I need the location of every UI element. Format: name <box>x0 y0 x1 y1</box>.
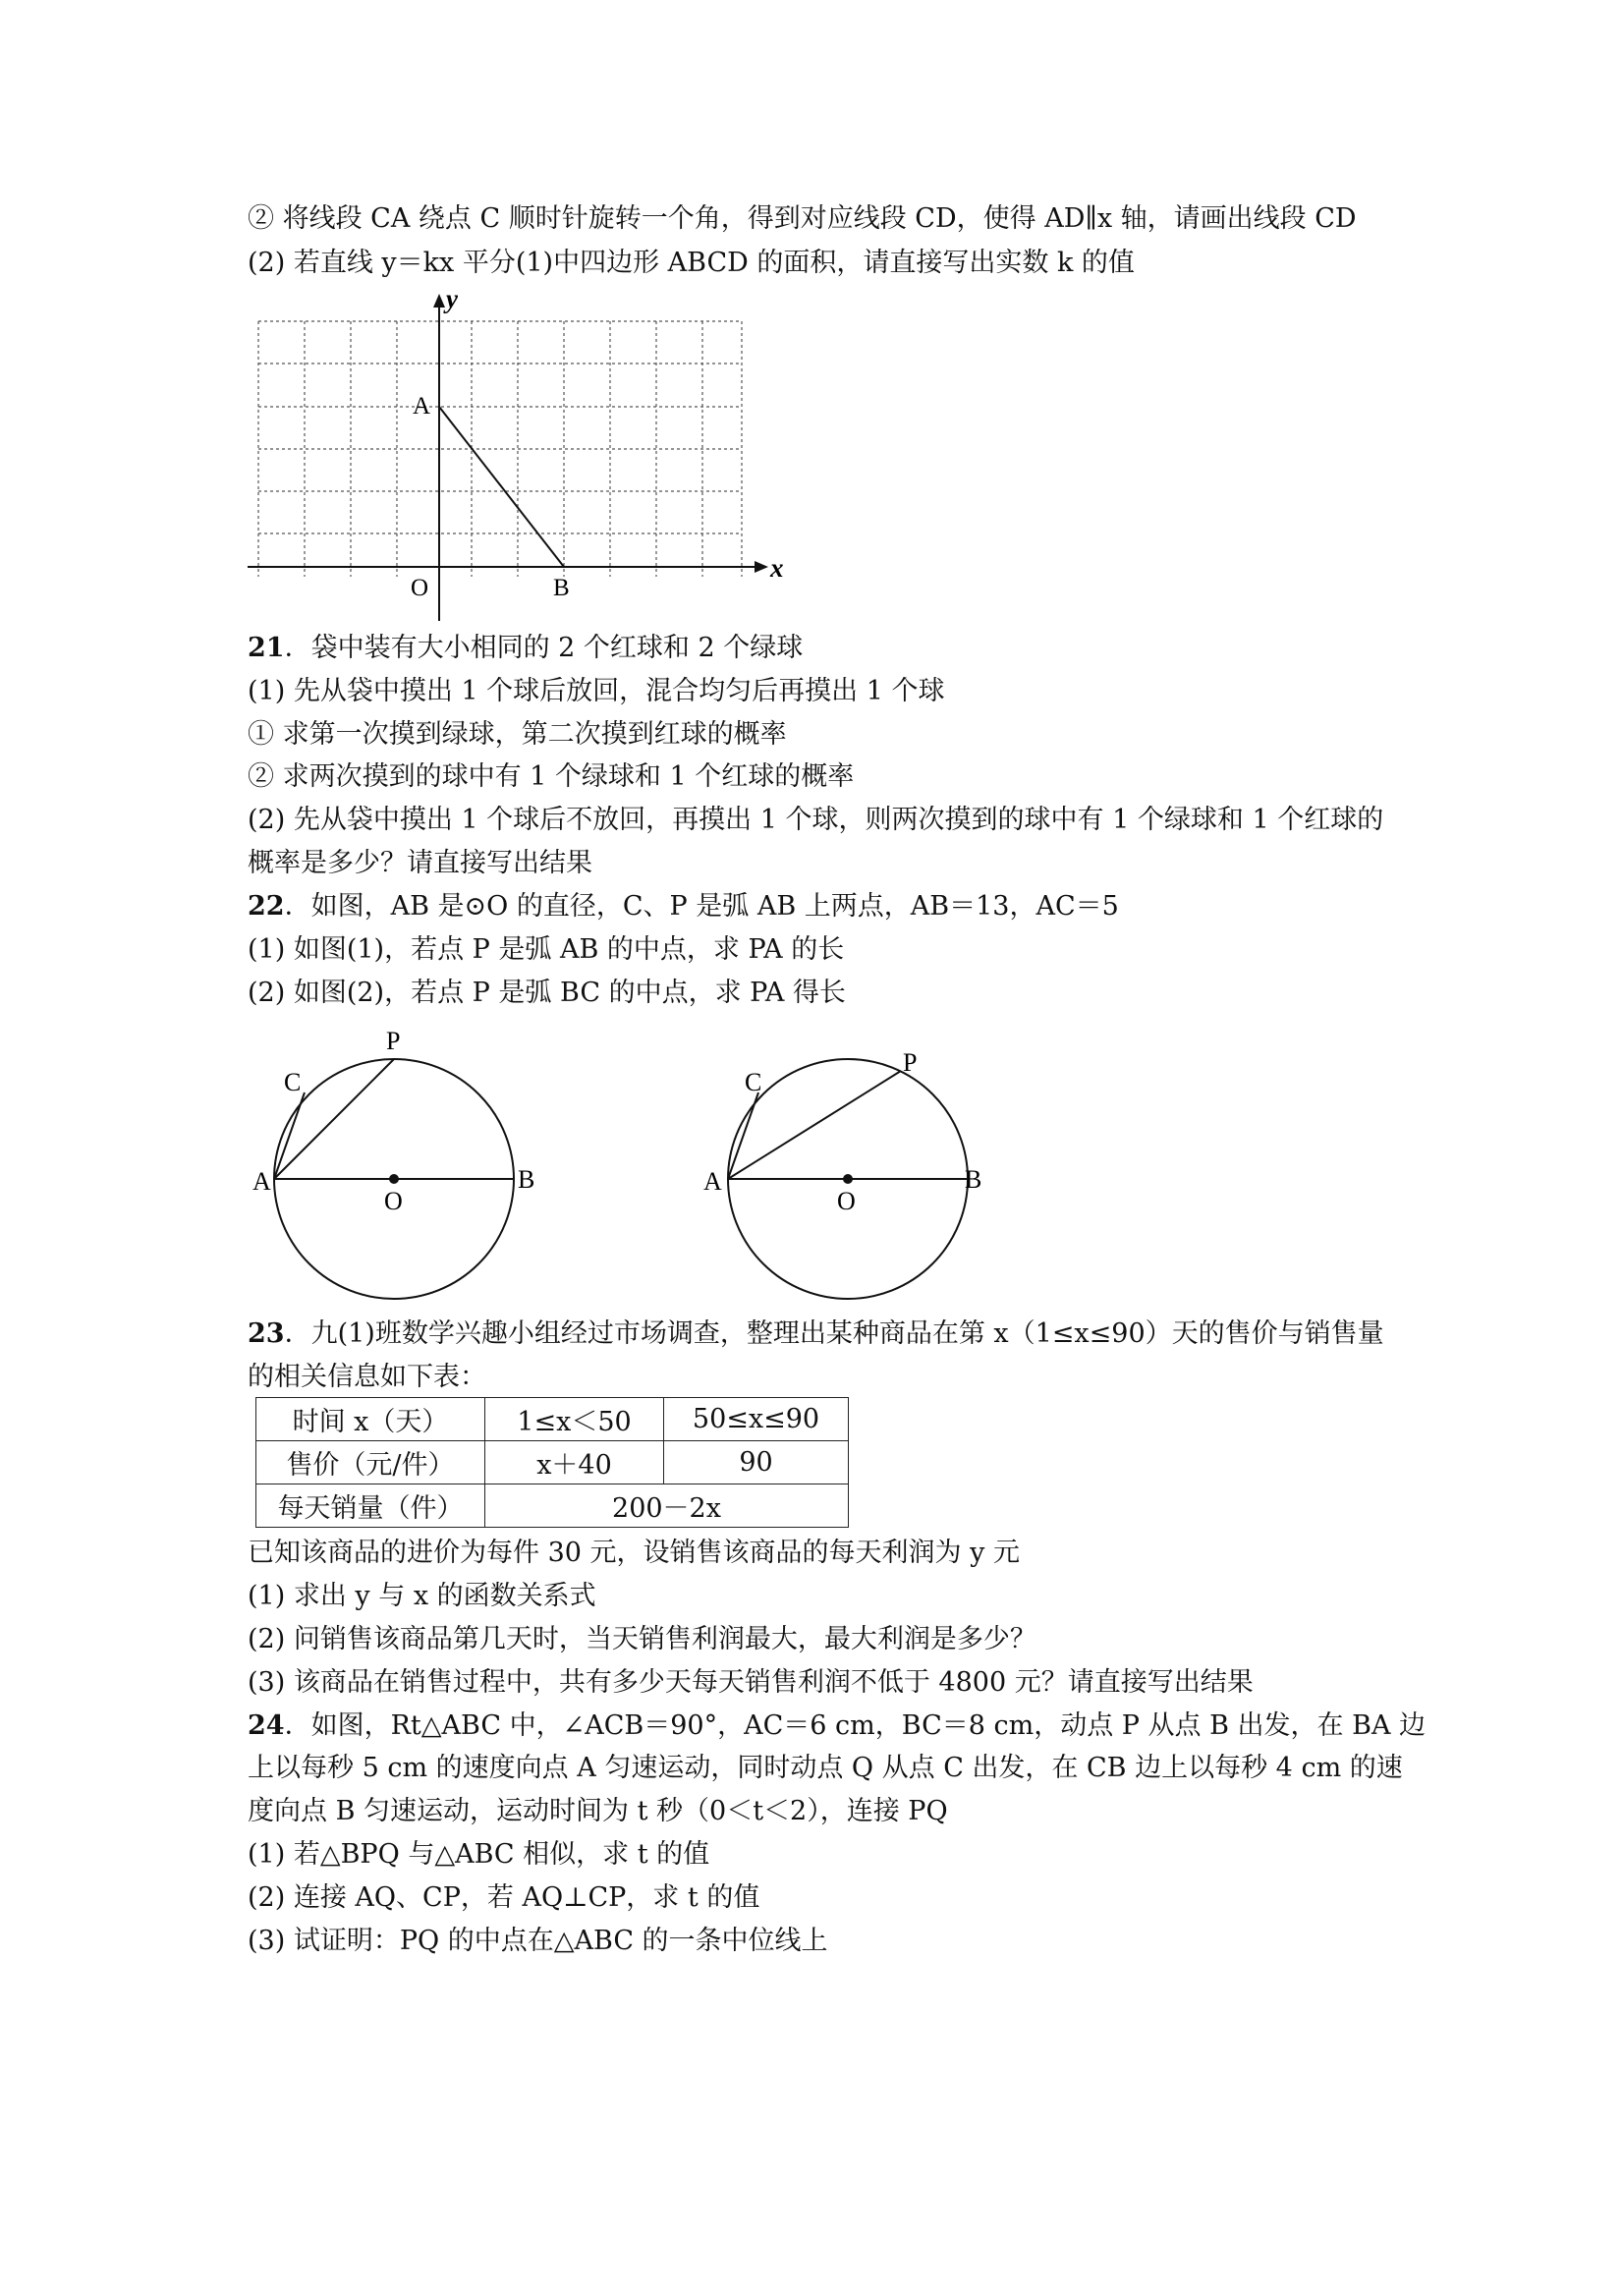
q24-number: 24 <box>248 1710 285 1741</box>
q22-stem: ．如图，AB 是⊙O 的直径，C、P 是弧 AB 上两点，AB＝13，AC＝5 <box>284 891 1119 922</box>
q22-number: 22 <box>248 891 285 922</box>
label-b: B <box>518 1165 535 1194</box>
center-dot <box>389 1174 399 1184</box>
y-axis-arrow <box>433 294 445 308</box>
table-cell: 时间 x（天） <box>256 1398 485 1441</box>
q22-line-1 <box>248 889 1119 924</box>
label-b: B <box>965 1165 982 1194</box>
q21-line-5: (2) 先从袋中摸出 1 个球后不放回，再摸出 1 个球，则两次摸到的球中有 1 个绿球和 1 个红球的 <box>248 805 1384 835</box>
q21-line-3: ① 求第一次摸到绿球，第二次摸到红球的概率 <box>248 719 787 750</box>
q21-line-6: 概率是多少？请直接写出结果 <box>248 848 592 878</box>
q24-line-6: (3) 试证明：PQ 的中点在△ABC 的一条中位线上 <box>248 1926 828 1956</box>
q24-line-2: 上以每秒 5 cm 的速度向点 A 匀速运动，同时动点 Q 从点 C 出发，在 CB 边上以每秒 4 cm 的速 <box>248 1753 1403 1783</box>
center-dot <box>843 1174 853 1184</box>
table-cell: 售价（元/件） <box>256 1441 485 1484</box>
q21-stem: ．袋中装有大小相同的 2 个红球和 2 个绿球 <box>284 633 804 663</box>
chord-ac <box>728 1092 758 1179</box>
label-b: B <box>553 575 570 601</box>
label-o: O <box>411 575 429 601</box>
q23-number: 23 <box>248 1318 285 1349</box>
segment-ab <box>439 407 564 567</box>
table-row <box>256 1484 849 1528</box>
q20-line-2: (2) 若直线 y＝kx 平分(1)中四边形 ABCD 的面积，请直接写出实数 k 的值 <box>248 248 1135 278</box>
q23-line-4: (1) 求出 y 与 x 的函数关系式 <box>248 1581 596 1611</box>
q23-line-5: (2) 问销售该商品第几天时，当天销售利润最大，最大利润是多少？ <box>248 1624 1036 1654</box>
label-x: x <box>770 553 784 583</box>
q21-line-1 <box>248 631 803 666</box>
label-c: C <box>745 1068 762 1096</box>
q22-line-2: (1) 如图(1)，若点 P 是弧 AB 的中点，求 PA 的长 <box>248 934 845 965</box>
chord-ac <box>274 1092 305 1179</box>
q21-line-2: (1) 先从袋中摸出 1 个球后放回，混合均匀后再摸出 1 个球 <box>248 676 945 706</box>
table-cell: 1≤x＜50 <box>485 1398 664 1441</box>
x-axis-arrow <box>755 561 768 573</box>
q22-figure-2 <box>698 1032 1012 1316</box>
q20-line-1: ② 将线段 CA 绕点 C 顺时针旋转一个角，得到对应线段 CD，使得 AD∥x 轴，请画出线段 CD <box>248 203 1357 234</box>
label-a: A <box>252 1167 271 1196</box>
q23-stem: ．九(1)班数学兴趣小组经过市场调查，整理出某种商品在第 x（1≤x≤90）天的售价与销售量 <box>284 1318 1384 1349</box>
label-y: y <box>446 284 458 313</box>
q22-figure-1 <box>246 1017 560 1312</box>
q24-line-1 <box>248 1708 1426 1744</box>
table-cell: 200－2x <box>485 1484 849 1528</box>
q21-number: 21 <box>248 633 285 663</box>
q23-line-2: 的相关信息如下表： <box>248 1362 486 1392</box>
grid-lines <box>258 321 742 577</box>
table-cell: 50≤x≤90 <box>664 1398 849 1441</box>
q23-line-1 <box>248 1316 1384 1352</box>
label-a: A <box>703 1167 722 1196</box>
table-cell: 每天销量（件） <box>256 1484 485 1528</box>
price-sales-table <box>255 1397 849 1528</box>
label-o: O <box>837 1187 856 1215</box>
q23-line-6: (3) 该商品在销售过程中，共有多少天每天销售利润不低于 4800 元？请直接写出结果 <box>248 1667 1254 1698</box>
table-cell: x＋40 <box>485 1441 664 1484</box>
label-p: P <box>903 1048 918 1077</box>
q22-line-3: (2) 如图(2)，若点 P 是弧 BC 的中点，求 PA 得长 <box>248 978 846 1008</box>
q24-line-5: (2) 连接 AQ、CP，若 AQ⊥CP，求 t 的值 <box>248 1882 760 1913</box>
q20-grid-figure <box>246 284 796 624</box>
q23-line-3: 已知该商品的进价为每件 30 元，设销售该商品的每天利润为 y 元 <box>248 1538 1020 1568</box>
label-p: P <box>386 1027 401 1055</box>
label-o: O <box>384 1187 403 1215</box>
q24-stem: ．如图，Rt△ABC 中，∠ACB＝90°，AC＝6 cm，BC＝8 cm，动点 P 从点 B 出发，在 BA 边 <box>284 1710 1427 1741</box>
label-a: A <box>413 393 431 420</box>
label-c: C <box>284 1068 302 1096</box>
q21-line-4: ② 求两次摸到的球中有 1 个绿球和 1 个红球的概率 <box>248 761 855 792</box>
table-row <box>256 1441 849 1484</box>
q24-line-4: (1) 若△BPQ 与△ABC 相似，求 t 的值 <box>248 1839 710 1870</box>
q24-line-3: 度向点 B 匀速运动，运动时间为 t 秒（0＜t＜2），连接 PQ <box>248 1796 948 1826</box>
table-row <box>256 1398 849 1441</box>
table-cell: 90 <box>664 1441 849 1484</box>
